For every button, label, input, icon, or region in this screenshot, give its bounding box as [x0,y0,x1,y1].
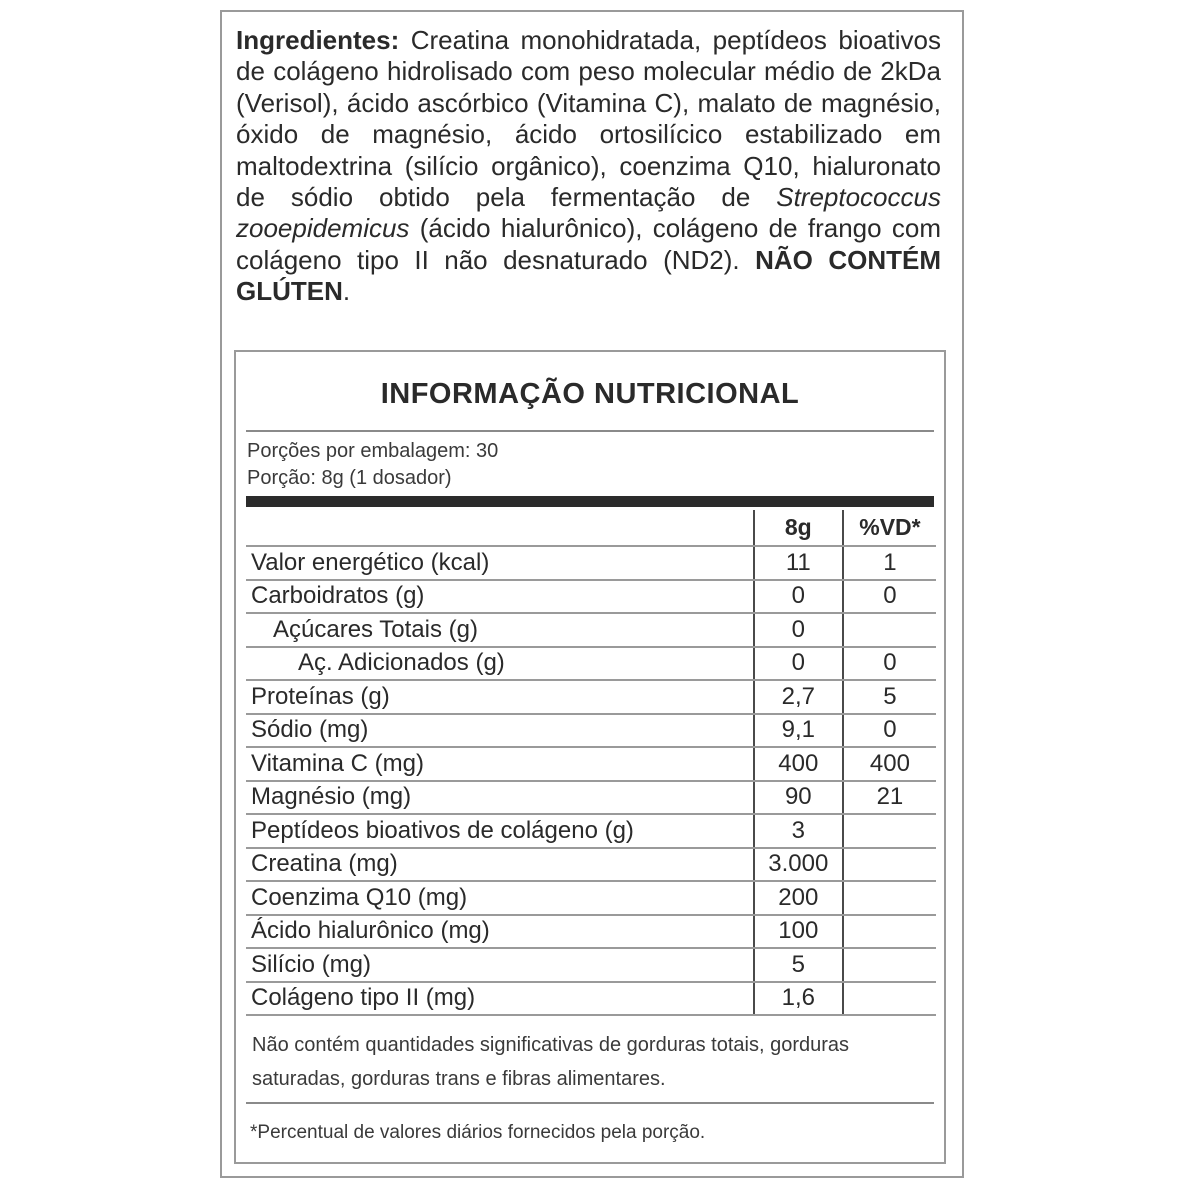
table-row [246,781,936,815]
nutrient-dv [843,814,936,848]
nutrient-dv [843,848,936,882]
nutrient-dv: 21 [843,781,936,815]
nutrient-name: Açúcares Totais (g) [246,613,754,647]
table-row [246,580,936,614]
nutrient-dv [843,881,936,915]
nutrient-dv [843,915,936,949]
nutrient-amount: 90 [754,781,843,815]
ingredients-species: Streptococcus zooepidemicus [236,182,941,244]
nutrient-amount: 11 [754,546,843,580]
portion-size: Porção: 8g (1 dosador) [247,467,452,489]
nutrient-dv: 5 [843,680,936,714]
nutrient-amount: 5 [754,948,843,982]
nutrient-name: Silício (mg) [246,948,754,982]
header-row [246,510,936,546]
nutrient-name: Ácido hialurônico (mg) [246,915,754,949]
nutrition-table [234,350,946,1164]
nutrient-name: Proteínas (g) [246,680,754,714]
table-row [246,647,936,681]
nutrient-amount: 3.000 [754,848,843,882]
nutrient-amount: 9,1 [754,714,843,748]
portions-per-package: Porções por embalagem: 30 [247,440,499,462]
nutrition-grid [246,510,936,1016]
nutrient-name: Valor energético (kcal) [246,546,754,580]
nutrient-name: Carboidratos (g) [246,580,754,614]
nutrient-name: Colágeno tipo II (mg) [246,982,754,1016]
nutrient-name: Magnésio (mg) [246,781,754,815]
ingredients-text-1: Creatina monohidratada, peptídeos bioativos de colágeno hidrolisado com peso molecular médio de 2kDa (Verisol), ácido ascórbico (Vitamina C), malato de magnésio, óxido de magnésio, ácido ortosilícico estabilizado em maltodextrina (silício orgânico), coenzima Q10, hialuronato de sódio obtido pela fermentação de [236,25,941,213]
header-blank [246,510,754,546]
table-row [246,848,936,882]
nutrient-amount: 0 [754,580,843,614]
table-row [246,613,936,647]
nutrient-name: Aç. Adicionados (g) [246,647,754,681]
nutrient-name: Peptídeos bioativos de colágeno (g) [246,814,754,848]
ingredients-end: . [342,276,351,307]
table-row [246,982,936,1016]
nutrient-amount: 0 [754,613,843,647]
nutrient-name: Coenzima Q10 (mg) [246,881,754,915]
table-row [246,680,936,714]
nutrient-dv: 0 [843,580,936,614]
nutrient-amount: 0 [754,647,843,681]
ingredients-text-2: (ácido hialurônico), colágeno de frango com colágeno tipo II não desnaturado (ND2). [236,213,941,275]
portion-divider [246,496,934,507]
table-row [246,948,936,982]
nutrient-amount: 100 [754,915,843,949]
nutrient-dv [843,613,936,647]
nutrient-amount: 1,6 [754,982,843,1016]
nutrient-dv [843,948,936,982]
nutrient-name: Sódio (mg) [246,714,754,748]
nutrient-name: Vitamina C (mg) [246,747,754,781]
table-row [246,747,936,781]
gluten-warning: NÃO CONTÉM GLÚTEN [236,244,941,307]
ingredients-paragraph [236,25,941,308]
nutrient-dv: 0 [843,714,936,748]
col-amount-header: 8g [754,510,843,546]
title-divider [246,430,934,432]
nutrient-dv: 400 [843,747,936,781]
nutrient-amount: 400 [754,747,843,781]
footnote-divider [246,1102,934,1104]
nutrient-amount: 200 [754,881,843,915]
table-row [246,814,936,848]
nutrient-amount: 3 [754,814,843,848]
nutrient-amount: 2,7 [754,680,843,714]
ingredients-label: Ingredientes: [236,25,400,55]
nutrient-dv: 0 [843,647,936,681]
table-row [246,881,936,915]
dv-footnote: *Percentual de valores diários fornecidos pela porção. [250,1122,706,1143]
nutrition-note: Não contém quantidades significativas de gorduras totais, gorduras saturadas, gorduras trans e fibras alimentares. [252,1034,850,1090]
table-row [246,915,936,949]
nutrient-dv [843,982,936,1016]
table-row [246,714,936,748]
nutrient-dv: 1 [843,546,936,580]
nutrition-title: INFORMAÇÃO NUTRICIONAL [380,378,800,410]
col-dv-header: %VD* [843,510,936,546]
table-row [246,546,936,580]
nutrient-name: Creatina (mg) [246,848,754,882]
